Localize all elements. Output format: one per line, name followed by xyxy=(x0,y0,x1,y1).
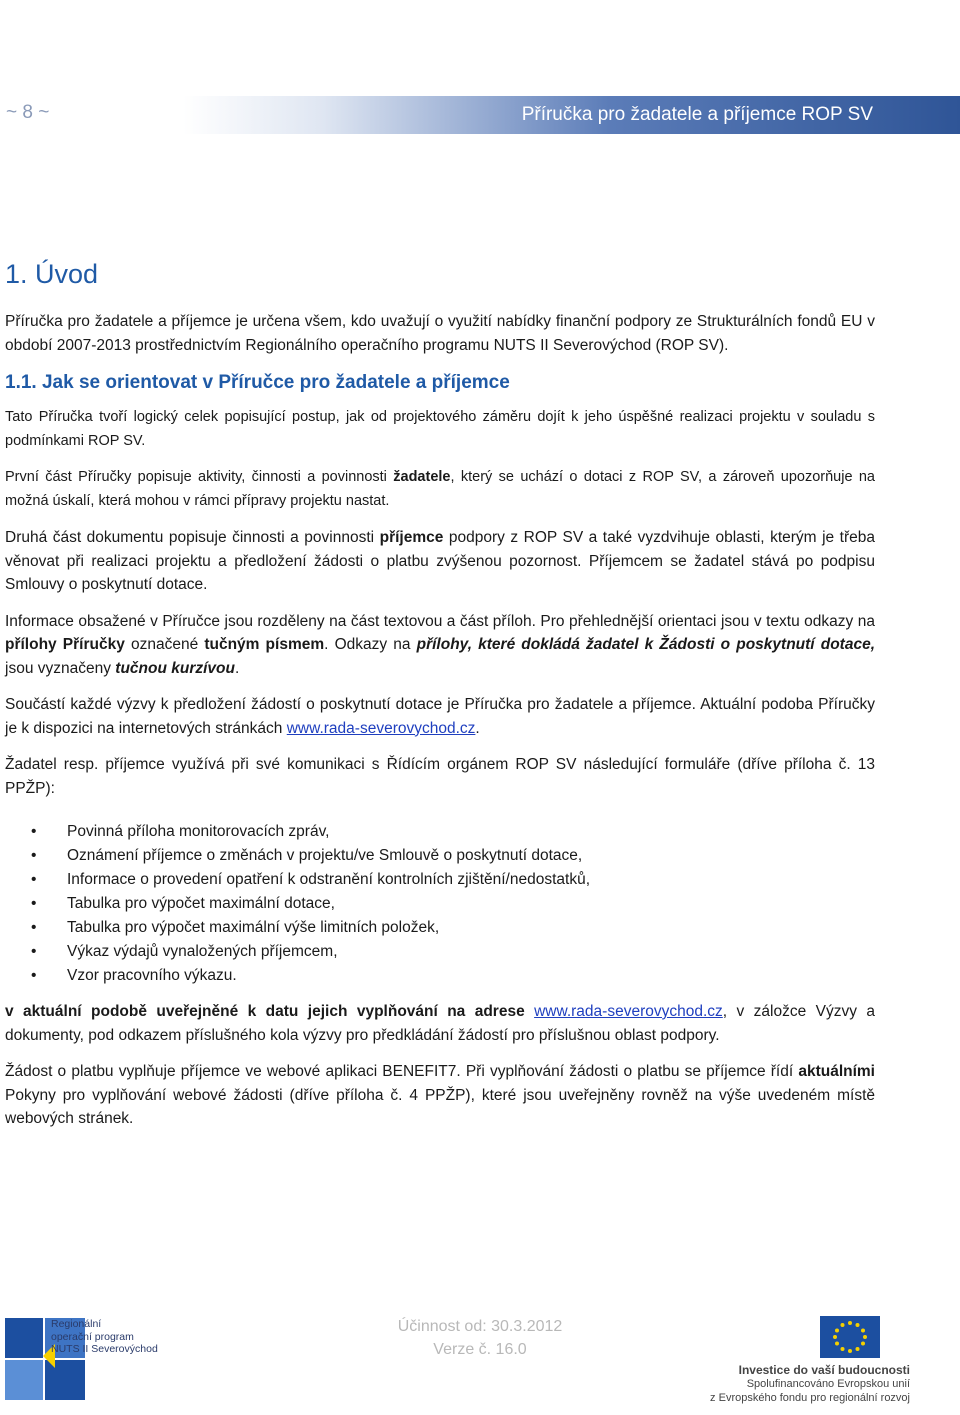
paragraph-payment-request xyxy=(5,1060,875,1131)
text: Druhá část dokumentu popisuje činnosti a povinnosti xyxy=(5,529,380,546)
list-item: • Výkaz výdajů vynaložených příjemcem, xyxy=(67,940,875,964)
subsection-heading: 1.1. Jak se orientovat v Příručce pro žadatele a příjemce xyxy=(5,372,510,393)
text: , v záložce Výzvy a dokumenty, pod odkazem příslušného kola výzvy pro předkládání žádostí pro příslušnou oblast podpory. xyxy=(5,1003,875,1044)
paragraph-second-part xyxy=(5,526,875,597)
bold-text: příjemce xyxy=(379,529,444,546)
rop-logo xyxy=(3,1316,203,1406)
page-header xyxy=(0,96,960,134)
rop-logo-text xyxy=(51,1318,158,1356)
paragraph-forms-location xyxy=(5,1000,875,1047)
bold-italic-text: tučnou kurzívou xyxy=(115,659,235,677)
bold-text: žadatele xyxy=(393,469,451,485)
logo-line: Regionální xyxy=(51,1318,102,1330)
intro-paragraph: Příručka pro žadatele a příjemce je určena všem, kdo uvažují o využití nabídky finanční podpory ze Strukturálních fondů EU v období 2007-2013 prostřednictvím Regionálního operačního programu NUTS II Severovýchod (ROP SV). xyxy=(5,313,875,354)
text: Pokyny pro vyplňování webové žádosti (dříve příloha č. 4 PPŽP), které jsou uveřejněny rovněž na výše uvedeném místě webových stránek. xyxy=(5,1086,875,1127)
logo-line: Investice do vaší budoucnosti xyxy=(738,1363,910,1377)
header-title: Příručka pro žadatele a příjemce ROP SV xyxy=(521,104,873,125)
text: , který se uchází o dotaci z ROP SV, a zároveň upozorňuje na možná úskalí, která mohou v rámci přípravy projektu nastat. xyxy=(5,469,875,509)
bold-text: tučným písmem xyxy=(204,636,325,653)
section-heading-uvod: 1. Úvod xyxy=(5,259,99,289)
logo-line: z Evropského fondu pro regionální rozvoj xyxy=(710,1392,910,1404)
footer-effective-date: Účinnost od: 30.3.2012 xyxy=(397,1318,563,1335)
text: . xyxy=(475,719,480,737)
eu-flag-icon xyxy=(670,1316,910,1360)
text: . Odkazy na xyxy=(324,636,417,653)
list-item: • Povinná příloha monitorovacích zpráv, xyxy=(67,820,875,844)
bold-text: přílohy Příručky xyxy=(5,636,125,653)
website-link[interactable]: www.rada-severovychod.cz xyxy=(534,1003,723,1020)
text: Žádost o platbu vyplňuje příjemce ve webové aplikaci BENEFIT7. Při vyplňování žádosti o platbu se příjemce řídí xyxy=(5,1063,799,1080)
page-number: ~ 8 ~ xyxy=(6,102,50,123)
paragraph-forms-intro: Žadatel resp. příjemce využívá při své komunikaci s Řídícím orgánem ROP SV následující formuláře (dříve příloha č. 13 PPŽP): xyxy=(5,756,875,797)
paragraph-first-part xyxy=(5,466,875,513)
paragraph-logical-whole: Tato Příručka tvoří logický celek popisující postup, jak od projektového záměru dojít k jeho úspěšné realizaci projektu v souladu s podmínkami ROP SV. xyxy=(5,409,875,449)
paragraph-availability xyxy=(5,693,875,740)
paragraph-info-structure xyxy=(5,610,875,681)
list-item: • Vzor pracovního výkazu. xyxy=(67,964,875,988)
header-bar xyxy=(183,96,960,134)
list-item: • Tabulka pro výpočet maximální výše limitních položek, xyxy=(67,916,875,940)
forms-list xyxy=(5,820,875,988)
eu-logo xyxy=(670,1316,910,1408)
eu-logo-text xyxy=(670,1363,910,1405)
text: První část Příručky popisuje aktivity, činnosti a povinnosti xyxy=(5,469,394,485)
list-item: • Oznámení příjemce o změnách v projektu/ve Smlouvě o poskytnutí dotace, xyxy=(67,844,875,868)
text: . xyxy=(234,659,240,677)
main-content xyxy=(5,254,875,1144)
text: označené xyxy=(124,636,205,653)
text: jsou vyznačeny xyxy=(5,659,116,677)
list-item: • Informace o provedení opatření k odstranění kontrolních zjištění/nedostatků, xyxy=(67,868,875,892)
logo-line: Spolufinancováno Evropskou unií xyxy=(746,1378,910,1390)
bold-text: v aktuální podobě uveřejněné k datu jejich vyplňování na adrese xyxy=(5,1003,535,1020)
text: podpory z ROP SV a také vyzdvihuje oblasti, kterým je třeba věnovat při realizaci projektu a předložení žádosti o platbu zvýšenou pozornost. Příjemcem se žadatel stává po podpisu Smlouvy o poskytnutí dotace. xyxy=(5,529,875,593)
website-link[interactable]: www.rada-severovychod.cz xyxy=(286,719,476,737)
footer-version: Verze č. 16.0 xyxy=(433,1341,527,1358)
bold-text: aktuálními xyxy=(798,1063,875,1080)
logo-line: operační program xyxy=(51,1330,134,1343)
logo-line: NUTS II Severovýchod xyxy=(51,1343,158,1355)
text: Součástí každé výzvy k předložení žádostí o poskytnutí dotace je Příručka pro žadatele a příjemce. Aktuální podoba Příručky je k dispozici na internetových stránkách xyxy=(5,696,875,737)
bold-italic-text: přílohy, které dokládá žadatel k Žádosti o poskytnutí dotace, xyxy=(416,636,875,653)
text: Informace obsažené v Příručce jsou rozděleny na část textovou a část příloh. Pro přehlednější orientaci jsou v textu odkazy na xyxy=(5,612,875,630)
list-item: • Tabulka pro výpočet maximální dotace, xyxy=(67,892,875,916)
